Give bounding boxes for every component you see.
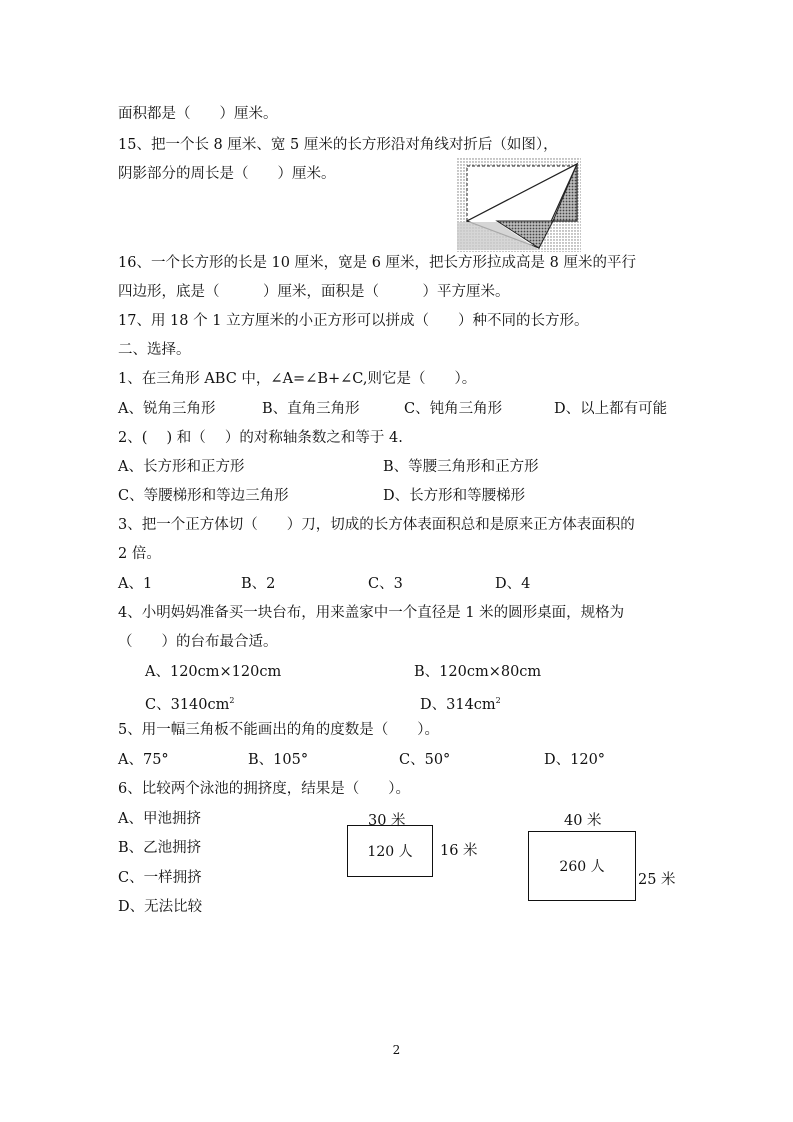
q2-option-d: D、长方形和等腰梯形	[383, 488, 526, 504]
pool2-rectangle	[528, 831, 636, 901]
q5-option-b: B、105°	[248, 752, 309, 768]
q3-option-d: D、4	[495, 576, 531, 592]
choice-q3-line2: 2 倍。	[118, 546, 161, 562]
q3-option-b: B、2	[241, 576, 276, 592]
pool2-width-label: 25 米	[638, 872, 676, 888]
q4-option-d: D、$314cm^2$	[420, 696, 501, 713]
q16-line2: 四边形，底是（ ）厘米，面积是（ ）平方厘米。	[118, 284, 510, 300]
choice-q2: 2、( ) 和（ ）的对称轴条数之和等于 4.	[118, 430, 403, 446]
q1-option-a: A、锐角三角形	[118, 401, 216, 417]
page-number: 2	[392, 1043, 401, 1057]
choice-q5: 5、用一幅三角板不能画出的角的度数是（ ）。	[118, 722, 439, 738]
folded-rectangle-figure	[457, 158, 581, 252]
q6-option-a: A、甲池拥挤	[118, 811, 201, 827]
q3-option-a: A、1	[118, 576, 153, 592]
q15-line2: 阴影部分的周长是（ ）厘米。	[118, 166, 336, 182]
q6-option-d: D、无法比较	[118, 899, 203, 915]
q5-option-c: C、50°	[399, 752, 451, 768]
q5-option-d: D、120°	[544, 752, 606, 768]
choice-q3-line1: 3、把一个正方体切（ ）刀，切成的长方体表面积总和是原来正方体表面积的	[118, 517, 635, 533]
pool2-people: 260 人	[559, 859, 605, 875]
choice-q4-line1: 4、小明妈妈准备买一块台布，用来盖家中一个直径是 1 米的圆形桌面，规格为	[118, 605, 625, 621]
q6-option-b: B、乙池拥挤	[118, 840, 202, 856]
pool2-length-label: 40 米	[564, 813, 602, 829]
q1-option-c: C、钝角三角形	[404, 401, 503, 417]
q16-line1: 16、一个长方形的长是 10 厘米，宽是 6 厘米，把长方形拉成高是 8 厘米的平行	[118, 255, 637, 271]
q2-option-c: C、等腰梯形和等边三角形	[118, 488, 289, 504]
q4-option-c: C、$3140cm^2$	[145, 696, 235, 713]
pool1-width-label: 16 米	[440, 843, 478, 859]
q17: 17、用 18 个 1 立方厘米的小正方形可以拼成（ ）种不同的长方形。	[118, 313, 589, 329]
q6-option-c: C、一样拥挤	[118, 870, 202, 886]
choice-q6: 6、比较两个泳池的拥挤度，结果是（ ）。	[118, 781, 410, 797]
q5-option-a: A、75°	[118, 752, 169, 768]
section-2-heading: 二、选择。	[118, 342, 191, 358]
q15-line1: 15、把一个长 8 厘米、宽 5 厘米的长方形沿对角线对折后（如图），	[118, 137, 558, 153]
pool1-people: 120 人	[367, 844, 413, 860]
q2-option-b: B、等腰三角形和正方形	[383, 459, 539, 475]
q1-option-b: B、直角三角形	[262, 401, 360, 417]
pool1-rectangle	[347, 825, 433, 877]
choice-q1: 1、在三角形 ABC 中，∠A=∠B+∠C,则它是（ ）。	[118, 371, 477, 387]
q2-option-a: A、长方形和正方形	[118, 459, 245, 475]
q3-option-c: C、3	[368, 576, 403, 592]
pool1-length-label: 30 米	[368, 813, 406, 829]
q4-option-a: A、120cm×120cm	[145, 664, 282, 680]
q14-tail: 面积都是（ ）厘米。	[118, 106, 278, 122]
q4-option-b: B、120cm×80cm	[414, 664, 542, 680]
q1-option-d: D、以上都有可能	[554, 401, 668, 417]
choice-q4-line2: （ ）的台布最合适。	[118, 634, 278, 650]
